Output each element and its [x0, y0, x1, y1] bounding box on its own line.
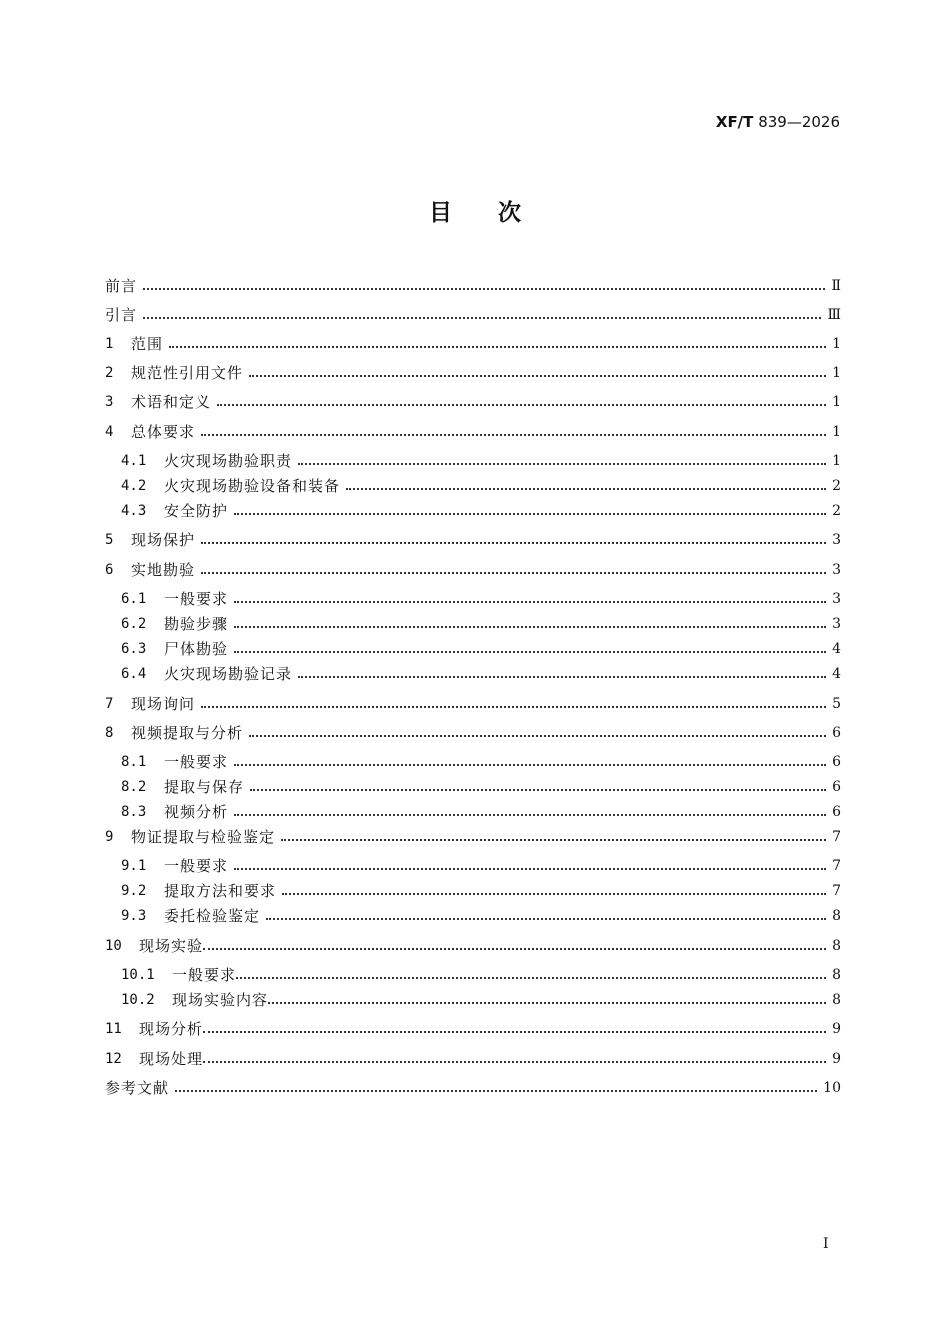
toc-page: 1 — [832, 336, 841, 352]
toc-label: 一般要求 — [164, 590, 229, 608]
toc-entry[interactable] — [105, 719, 841, 743]
toc-label: 一般要求 — [164, 753, 229, 771]
toc-page: 2 — [832, 503, 841, 519]
toc-number: 8.2 — [121, 779, 147, 795]
toc-number: 10 — [105, 938, 122, 954]
toc-page: 8 — [832, 967, 841, 983]
toc-label: 勘验步骤 — [164, 615, 229, 633]
toc-number: 4.3 — [121, 503, 147, 519]
toc-entry[interactable] — [105, 1045, 841, 1069]
toc-label: 火灾现场勘验记录 — [164, 665, 293, 683]
toc-entry[interactable] — [121, 660, 841, 684]
page-number: I — [823, 1236, 829, 1252]
toc-entry[interactable] — [105, 1015, 841, 1039]
toc-number: 3 — [105, 394, 114, 410]
toc-label: 视频分析 — [164, 803, 229, 821]
toc-entry[interactable] — [105, 556, 841, 580]
toc-number: 8.1 — [121, 754, 147, 770]
toc-number: 1 — [105, 336, 114, 352]
toc-entry[interactable] — [121, 610, 841, 634]
toc-label: 现场处理 — [139, 1050, 204, 1068]
toc-page: 3 — [832, 591, 841, 607]
toc-entry[interactable] — [105, 932, 841, 956]
toc-label: 规范性引用文件 — [131, 364, 244, 382]
toc-number: 6.4 — [121, 666, 147, 682]
toc-entry[interactable] — [121, 447, 841, 471]
code-number: 839—2026 — [758, 113, 840, 131]
toc-number: 2 — [105, 365, 114, 381]
toc-label: 现场实验 — [139, 937, 204, 955]
title-char-2: 次 — [498, 199, 521, 226]
toc-entry[interactable] — [121, 585, 841, 609]
toc-label: 范围 — [131, 335, 164, 353]
toc-label: 安全防护 — [164, 502, 229, 520]
toc-label: 一般要求 — [164, 857, 229, 875]
toc-entry[interactable] — [121, 635, 841, 659]
toc-page: 3 — [832, 616, 841, 632]
toc-label: 引言 — [105, 306, 138, 324]
toc-entry[interactable] — [105, 388, 841, 412]
toc-number: 10.2 — [121, 992, 155, 1008]
toc-entry[interactable] — [121, 902, 841, 926]
toc-page: Ⅲ — [827, 307, 841, 323]
page-title — [0, 194, 950, 227]
toc-number: 6.1 — [121, 591, 147, 607]
toc-page: 8 — [832, 938, 841, 954]
toc-number: 6.3 — [121, 641, 147, 657]
toc-label: 一般要求 — [172, 966, 237, 984]
toc-page: 1 — [832, 424, 841, 440]
toc-label: 现场分析 — [139, 1020, 204, 1038]
toc-number: 8.3 — [121, 804, 147, 820]
toc-page: 1 — [832, 453, 841, 469]
toc-page: 1 — [832, 365, 841, 381]
toc-page: 9 — [832, 1051, 841, 1067]
toc-page: Ⅱ — [831, 278, 841, 294]
toc-entry[interactable] — [105, 690, 841, 714]
toc-page: 4 — [832, 641, 841, 657]
toc-page: 6 — [832, 779, 841, 795]
toc-entry[interactable] — [121, 877, 841, 901]
toc-number: 9 — [105, 829, 114, 845]
toc-page: 1 — [832, 394, 841, 410]
toc-page: 5 — [832, 696, 841, 712]
toc-number: 6.2 — [121, 616, 147, 632]
toc-number: 8 — [105, 725, 114, 741]
toc-page: 2 — [832, 478, 841, 494]
toc-label: 火灾现场勘验设备和装备 — [164, 477, 341, 495]
toc-number: 4.2 — [121, 478, 147, 494]
toc-label: 参考文献 — [105, 1079, 170, 1097]
toc-label: 实地勘验 — [131, 561, 196, 579]
toc-number: 10.1 — [121, 967, 155, 983]
toc-page: 7 — [832, 829, 841, 845]
toc-page: 7 — [832, 883, 841, 899]
toc-label: 火灾现场勘验职责 — [164, 452, 293, 470]
toc-entry[interactable] — [105, 1074, 841, 1098]
toc-number: 12 — [105, 1051, 122, 1067]
toc-number: 9.1 — [121, 858, 147, 874]
toc-entry[interactable] — [121, 773, 841, 797]
toc-label: 尸体勘验 — [164, 640, 229, 658]
toc-label: 视频提取与分析 — [131, 724, 244, 742]
toc-number: 11 — [105, 1021, 122, 1037]
toc-number: 5 — [105, 532, 114, 548]
toc-label: 现场保护 — [131, 531, 196, 549]
toc-entry[interactable] — [121, 852, 841, 876]
toc-entry[interactable] — [121, 961, 841, 985]
toc-page: 7 — [832, 858, 841, 874]
toc-label: 物证提取与检验鉴定 — [131, 828, 276, 846]
title-char-1: 目 — [429, 199, 452, 226]
toc-number: 9.3 — [121, 908, 147, 924]
toc-label: 术语和定义 — [131, 393, 212, 411]
toc-label: 现场询问 — [131, 695, 196, 713]
toc-page: 6 — [832, 754, 841, 770]
toc-number: 6 — [105, 562, 114, 578]
toc-entry[interactable] — [105, 359, 841, 383]
toc-page: 3 — [832, 532, 841, 548]
toc-page: 4 — [832, 666, 841, 682]
toc-number: 4.1 — [121, 453, 147, 469]
toc-label: 提取方法和要求 — [164, 882, 277, 900]
toc-entry[interactable] — [121, 472, 841, 496]
toc-page: 6 — [832, 804, 841, 820]
toc-number: 7 — [105, 696, 114, 712]
toc-entry[interactable] — [105, 272, 841, 296]
toc-page: 3 — [832, 562, 841, 578]
toc-page: 8 — [832, 908, 841, 924]
toc-entry[interactable] — [105, 301, 841, 325]
toc-page: 6 — [832, 725, 841, 741]
toc-page: 8 — [832, 992, 841, 1008]
toc-entry[interactable] — [105, 418, 841, 442]
toc-entry[interactable] — [121, 748, 841, 772]
toc-label: 现场实验内容 — [172, 991, 269, 1009]
toc-entry[interactable] — [105, 330, 841, 354]
toc-number: 4 — [105, 424, 114, 440]
code-prefix: XF/T — [715, 113, 754, 131]
toc-page: 10 — [823, 1080, 841, 1096]
toc-page: 9 — [832, 1021, 841, 1037]
toc-entry[interactable] — [105, 526, 841, 550]
toc-label: 前言 — [105, 277, 138, 295]
toc-entry[interactable] — [121, 986, 841, 1010]
toc-entry[interactable] — [121, 497, 841, 521]
toc-number: 9.2 — [121, 883, 147, 899]
toc-label: 提取与保存 — [164, 778, 245, 796]
toc-label: 委托检验鉴定 — [164, 907, 261, 925]
document-code — [716, 113, 840, 131]
toc-entry[interactable] — [105, 823, 841, 847]
toc-label: 总体要求 — [131, 423, 196, 441]
toc-entry[interactable] — [121, 798, 841, 822]
